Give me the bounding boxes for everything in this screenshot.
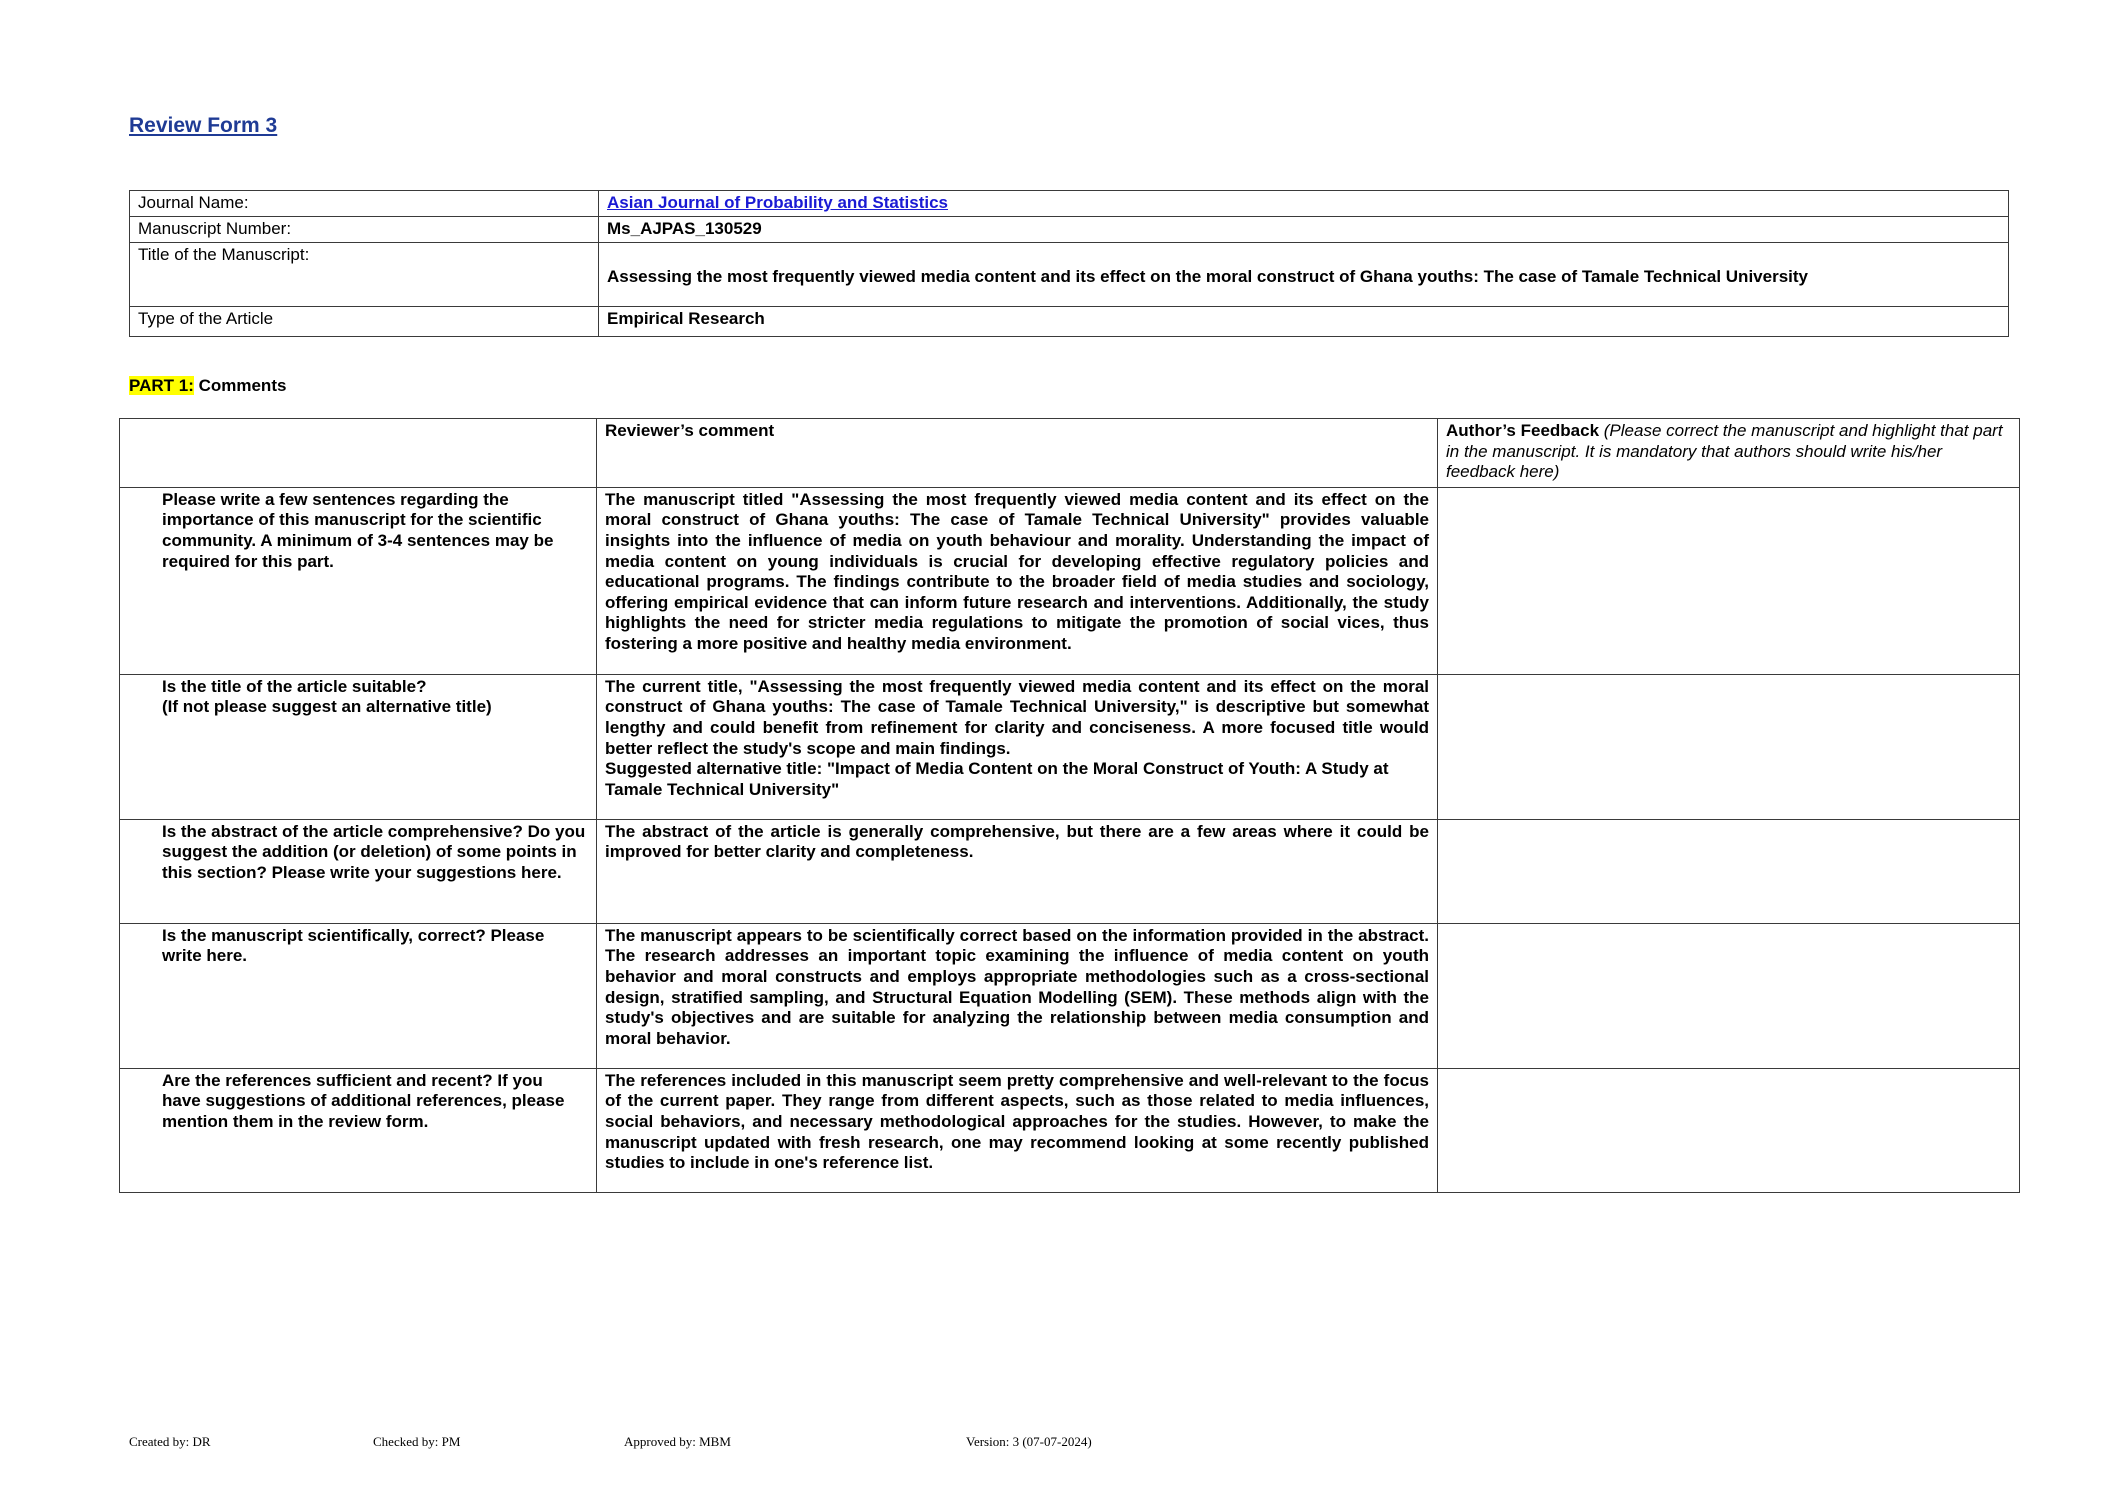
- question-scientific: Is the manuscript scientifically, correct? Please write here.: [120, 923, 597, 1068]
- manuscript-title-label: Title of the Manuscript:: [130, 243, 599, 307]
- author-feedback-cell[interactable]: [1438, 674, 2020, 819]
- answer-title: [597, 674, 1438, 819]
- form-title: Review Form 3: [129, 114, 278, 137]
- footer-checked-by: Checked by: PM: [373, 1434, 461, 1449]
- table-row: [120, 1068, 2020, 1192]
- part-title: Comments: [193, 376, 287, 395]
- question-title-line1: Is the title of the article suitable?: [162, 676, 427, 696]
- question-abstract: Is the abstract of the article comprehensive? Do you suggest the addition (or deletion) of some points in this section? Please write your suggestions here.: [120, 819, 597, 923]
- author-feedback-cell[interactable]: [1438, 487, 2020, 674]
- author-feedback-header-bold: Author’s Feedback: [1446, 421, 1600, 440]
- journal-name-value: [599, 191, 2009, 217]
- answer-references: The references included in this manuscript seem pretty comprehensive and well-relevant to the focus of the current paper. They range from different aspects, such as those related to media influences, social behaviors, and necessary methodological approaches for the studies. However, to make the manuscript updated with fresh research, one may recommend looking at some recently published studies to include in one's reference list.: [597, 1068, 1438, 1192]
- answer-title-text: The current title, "Assessing the most frequently viewed media content and its effect on the moral construct of Ghana youths: The case of Tamale Technical University," is descriptive but somewhat lengthy and could benefit from refinement for clarity and conciseness. A more focused title would better reflect the study's scope and main findings.: [605, 676, 1429, 758]
- author-feedback-header-note: (Please correct the manuscript and highlight that part in the manuscript. It is mandatory that authors should write his/her feedback here): [1446, 421, 2003, 482]
- comments-table: [119, 418, 2020, 1193]
- question-title-line2: (If not please suggest an alternative title): [162, 697, 492, 717]
- table-row: [120, 819, 2020, 923]
- manuscript-title-value: Assessing the most frequently viewed media content and its effect on the moral construct of Ghana youths: The case of Tamale Technical University: [599, 243, 2009, 307]
- question-references: Are the references sufficient and recent? If you have suggestions of additional references, please mention them in the review form.: [120, 1068, 597, 1192]
- table-row: [120, 674, 2020, 819]
- author-feedback-cell[interactable]: [1438, 819, 2020, 923]
- table-row: [120, 487, 2020, 674]
- manuscript-info-table: [129, 190, 2009, 337]
- part-number-highlight: PART 1:: [129, 376, 194, 395]
- table-row: [120, 923, 2020, 1068]
- manuscript-number-value: Ms_AJPAS_130529: [599, 217, 2009, 243]
- answer-importance: The manuscript titled "Assessing the most frequently viewed media content and its effect on the moral construct of Ghana youths: The case of Tamale Technical University" provides valuable insights into the influence of media on youth behaviour and morality. Understanding the impact of media content on young individuals is crucial for developing effective regulatory policies and educational programs. The findings contribute to the broader field of media studies and sociology, offering empirical evidence that can inform future research and interventions. Additionally, the study highlights the need for stricter media regulations to mitigate the promotion of social vices, thus fostering a more positive and healthy media environment.: [597, 487, 1438, 674]
- question-title: [120, 674, 597, 819]
- journal-name-label: Journal Name:: [130, 191, 599, 217]
- article-type-label: Type of the Article: [130, 307, 599, 337]
- reviewer-comment-header: Reviewer’s comment: [597, 419, 1438, 488]
- author-feedback-cell[interactable]: [1438, 923, 2020, 1068]
- answer-scientific: The manuscript appears to be scientifically correct based on the information provided in the abstract. The research addresses an important topic examining the influence of media content on youth behavior and moral constructs and employs appropriate methodologies such as a cross-sectional design, stratified sampling, and Structural Equation Modelling (SEM). These methods align with the study's objectives and are suitable for analyzing the relationship between media consumption and moral behavior.: [597, 923, 1438, 1068]
- part-heading: [129, 376, 286, 396]
- journal-name-link[interactable]: Asian Journal of Probability and Statistics: [607, 193, 949, 212]
- footer-approved-by: Approved by: MBM: [624, 1434, 731, 1449]
- footer-created-by: Created by: DR: [129, 1434, 211, 1449]
- answer-abstract: The abstract of the article is generally comprehensive, but there are a few areas where it could be improved for better clarity and completeness.: [597, 819, 1438, 923]
- article-type-value: Empirical Research: [599, 307, 2009, 337]
- question-importance: Please write a few sentences regarding the importance of this manuscript for the scientific community. A minimum of 3-4 sentences may be required for this part.: [120, 487, 597, 674]
- header-blank-cell: [120, 419, 597, 488]
- author-feedback-cell[interactable]: [1438, 1068, 2020, 1192]
- manuscript-number-label: Manuscript Number:: [130, 217, 599, 243]
- footer-version: Version: 3 (07-07-2024): [966, 1434, 1092, 1449]
- answer-title-suggestion: Suggested alternative title: "Impact of Media Content on the Moral Construct of Youth: A Study at Tamale Technical University": [605, 759, 1389, 799]
- author-feedback-header: [1438, 419, 2020, 488]
